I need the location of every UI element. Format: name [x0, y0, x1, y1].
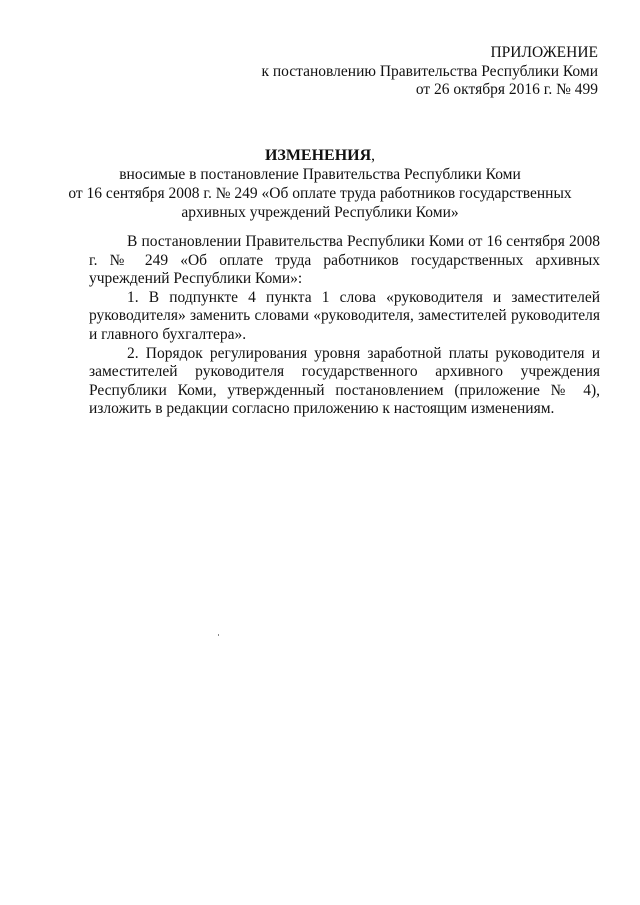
- document-subtitle-line-3: архивных учреждений Республики Коми»: [181, 204, 459, 221]
- document-subtitle-line-2: от 16 сентября 2008 г. № 249 «Об оплате труда работников государственных: [68, 185, 572, 202]
- document-title-comma: ,: [371, 147, 376, 164]
- document-body: [89, 233, 600, 419]
- appendix-date-number: от 26 октября 2016 г. № 499: [415, 81, 598, 98]
- appendix-header: [261, 44, 598, 100]
- appendix-label: ПРИЛОЖЕНИЕ: [490, 44, 598, 61]
- scan-speck: [218, 634, 219, 636]
- document-subtitle-line-1: вносимые в постановление Правительства Республики Коми: [119, 166, 521, 183]
- intro-paragraph: В постановлении Правительства Республики Коми от 16 сентября 2008 г. № 249 «Об оплате труда работников государственных архивных учреждений Республики Коми»:: [89, 233, 600, 288]
- item-1-paragraph: 1. В подпункте 4 пункта 1 слова «руководителя и заместителей руководителя» заменить словами «руководителя, заместителей руководителя и главного бухгалтера».: [89, 288, 600, 343]
- document-title-block: [60, 146, 580, 222]
- appendix-resolution-ref: к постановлению Правительства Республики Коми: [261, 62, 598, 80]
- document-title: ИЗМЕНЕНИЯ: [264, 147, 372, 164]
- item-2-paragraph: 2. Порядок регулирования уровня заработной платы руководителя и заместителей руководителя государственного архивного учреждения Республики Коми, утвержденный постановлением (приложение № 4), изложить в редакции согласно приложению к настоящим изменениям.: [89, 344, 600, 418]
